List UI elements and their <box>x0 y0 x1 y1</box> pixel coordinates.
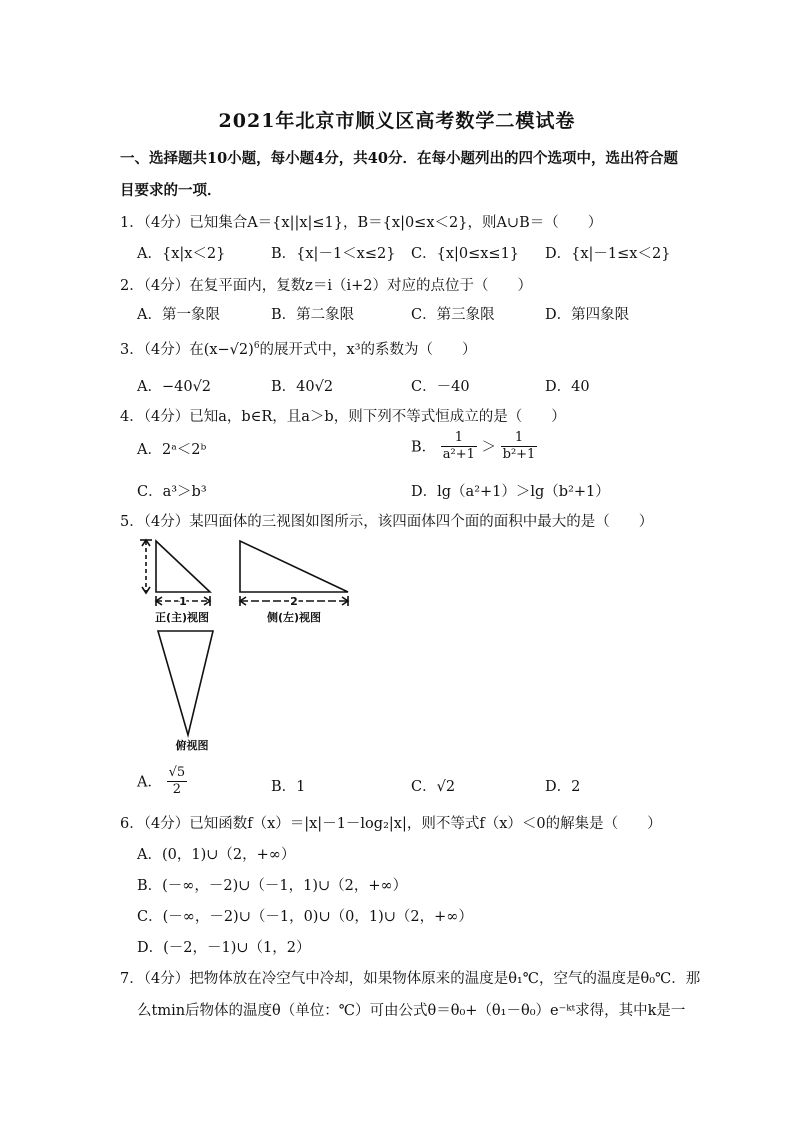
question-3-option-a: A．−40√2 <box>137 379 212 395</box>
question-6-option-a: A．(0，1)∪（2，+∞） <box>137 847 296 863</box>
side-dimension-label: 2 <box>290 595 298 608</box>
question-5-option-b: B．1 <box>271 779 306 795</box>
question-1-option-a: A．{x|x＜2} <box>137 246 226 262</box>
front-view-label: 正(主)视图 <box>154 611 210 624</box>
section-heading-line1: 一、选择题共10小题，每小题4分，共40分．在每小题列出的四个选项中，选出符合题 <box>120 150 678 167</box>
question-7-line2: 么tmin后物体的温度θ（单位：℃）可由公式θ＝θ₀+（θ₁－θ₀）e⁻ᵏᵗ求得，其中k是一 <box>137 1003 686 1019</box>
question-5-stem: 5．（4分）某四面体的三视图如图所示，该四面体四个面的面积中最大的是（ ） <box>120 514 654 530</box>
question-6-option-c: C．(－∞，－2)∪（－1，0)∪（0，1)∪（2，+∞） <box>137 909 473 925</box>
question-3-option-c: C．－40 <box>411 379 470 395</box>
fraction-denominator: 2 <box>172 781 182 797</box>
question-6-option-d: D．(－2，－1)∪（1，2） <box>137 940 311 956</box>
question-3-stem-prefix: 3．（4分）在 <box>120 342 204 358</box>
fraction-denominator: b²+1 <box>502 446 536 462</box>
question-5-option-a <box>137 765 187 797</box>
question-4-fraction-1 <box>441 430 477 462</box>
question-5-option-d: D．2 <box>545 779 581 795</box>
question-5-option-a-label: A． <box>137 774 162 791</box>
section-heading-line2: 目要求的一项． <box>120 182 222 199</box>
question-3-expression: (x−√2) <box>203 342 254 358</box>
question-3-stem <box>120 338 477 359</box>
top-view <box>158 631 213 735</box>
fraction-numerator: 1 <box>441 430 477 447</box>
question-4-option-d: D．lg（a²+1）＞lg（b²+1） <box>411 484 610 500</box>
top-view-label: 俯视图 <box>175 739 209 752</box>
fraction-numerator: √5 <box>168 765 186 780</box>
question-4-option-c: C．a³＞b³ <box>137 484 207 500</box>
question-4-stem: 4．（4分）已知a，b∈R，且a＞b，则下列不等式恒成立的是（ ） <box>120 409 566 425</box>
question-6-stem: 6．（4分）已知函数f（x）＝|x|－1－log₂|x|，则不等式f（x）＜0的解集是（ ） <box>120 816 662 832</box>
question-2-option-c: C．第三象限 <box>411 307 495 323</box>
question-5-fraction <box>167 765 188 797</box>
question-1-option-c: C．{x|0≤x≤1} <box>411 246 520 262</box>
question-4-fraction-2 <box>501 430 538 462</box>
question-2-option-b: B．第二象限 <box>271 307 355 323</box>
question-2-option-d: D．第四象限 <box>545 307 630 323</box>
question-3-exponent: 6 <box>253 341 260 352</box>
front-dimension-label: 1 <box>179 595 187 608</box>
question-2-stem: 2．（4分）在复平面内，复数z＝i（i+2）对应的点位于（ ） <box>120 278 532 294</box>
question-4-option-a: A．2ᵃ＜2ᵇ <box>137 442 207 458</box>
question-1-option-d: D．{x|－1≤x＜2} <box>545 246 671 262</box>
question-4-option-b <box>411 430 537 462</box>
side-view-label: 侧(左)视图 <box>266 611 322 624</box>
question-6-option-b: B．(－∞，－2)∪（－1，1)∪（2，+∞） <box>137 878 408 894</box>
question-3-option-d: D．40 <box>545 379 590 395</box>
question-5-option-c: C．√2 <box>411 779 456 795</box>
three-view-figure <box>130 535 370 755</box>
page-title: 2021年北京市顺义区高考数学二模试卷 <box>218 110 576 132</box>
question-2-option-a: A．第一象限 <box>137 307 220 323</box>
question-1-stem: 1．（4分）已知集合A＝{x||x|≤1}，B＝{x|0≤x＜2}，则A∪B＝（ ） <box>120 215 603 231</box>
question-3-stem-suffix: 的展开式中，x³的系数为（ ） <box>259 342 477 358</box>
front-view <box>140 540 210 606</box>
fraction-numerator: 1 <box>501 430 538 447</box>
question-4-option-b-label: B． <box>411 439 437 456</box>
question-4-relation: ＞ <box>481 439 497 456</box>
question-1-option-b: B．{x|－1＜x≤2} <box>271 246 396 262</box>
fraction-denominator: a²+1 <box>442 446 475 462</box>
question-7-line1: 7．（4分）把物体放在冷空气中冷却，如果物体原来的温度是θ₁℃，空气的温度是θ₀℃．那 <box>120 971 701 987</box>
question-3-option-b: B．40√2 <box>271 379 334 395</box>
